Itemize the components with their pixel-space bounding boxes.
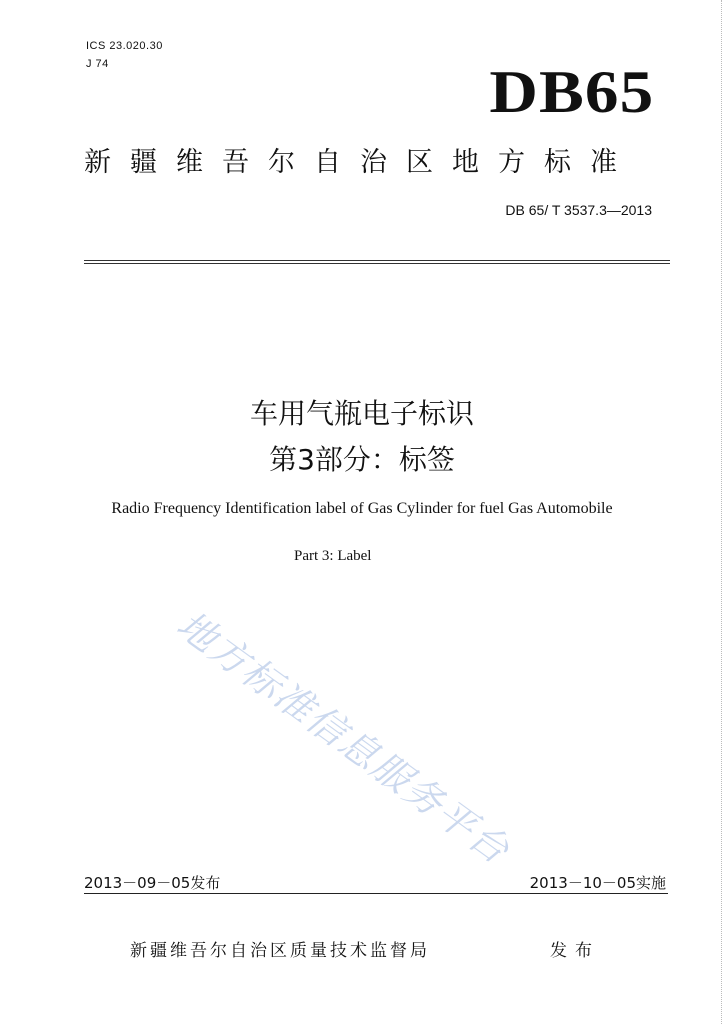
db65-logo: DB65 [488,59,654,125]
issue-date: 2013－09－05发布 [84,874,221,892]
scan-edge [721,0,722,1024]
standard-type-heading: 新疆维吾尔自治区地方标准 [84,147,636,178]
issuing-authority: 新疆维吾尔自治区质量技术监督局 [130,941,430,961]
ics-code: ICS 23.020.30 [86,40,163,52]
standard-number: DB 65/ T 3537.3—2013 [505,202,652,218]
implementation-date: 2013－10－05实施 [529,874,666,892]
title-chinese-line1: 车用气瓶电子标识 [249,397,474,430]
title-english: Radio Frequency Identification label of Gas Cylinder for fuel Gas Automobile [111,500,613,517]
footer-divider [84,893,668,894]
title-chinese-line2: 第3部分：标签 [269,443,455,476]
header-divider [84,260,670,261]
publish-label: 发布 [550,941,600,961]
watermark: 地方标准信息服务平台 [168,602,519,874]
header-divider-secondary [84,263,670,264]
classification-code: J 74 [86,58,109,70]
title-english-part: Part 3: Label [294,548,372,564]
